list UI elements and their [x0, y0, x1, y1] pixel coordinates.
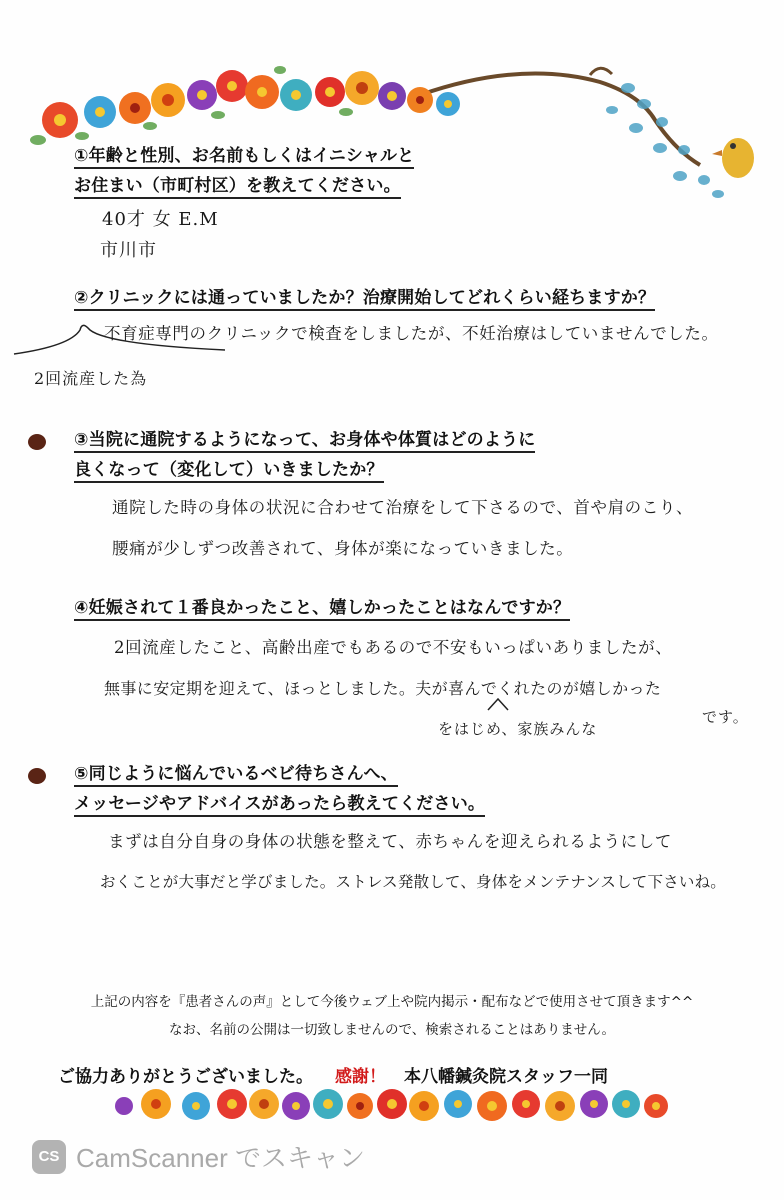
bottom-flower-garland [0, 1082, 784, 1132]
question-4 [74, 596, 570, 620]
bullet-dot [28, 434, 46, 450]
question-1 [74, 144, 414, 198]
question-3-line-1: ③当院に通院するようになって、お身体や体質はどのように [74, 430, 535, 453]
answer-2-note: 2回流産した為 [34, 369, 148, 388]
camscanner-text: CamScanner でスキャン [76, 1143, 365, 1173]
camscanner-logo-icon: CS [32, 1140, 66, 1174]
footer-notice-line-1: 上記の内容を『患者さんの声』として今後ウェブ上や院内掲示・配布などで使用させて頂きます^^ [90, 994, 694, 1010]
question-3-line-2: 良くなって（変化して）いきましたか？ [74, 460, 384, 483]
question-5 [74, 762, 485, 816]
answer-4-end: です。 [702, 708, 749, 726]
bird-icon [712, 138, 754, 178]
footer-notice-line-2: なお、名前の公開は一切致しませんので、検索されることはありません。 [168, 1022, 616, 1038]
insertion-caret [486, 696, 510, 712]
question-2-text: ②クリニックには通っていましたか？治療開始してどれくらい経ちますか？ [74, 288, 655, 311]
question-4-text: ④妊娠されて１番良かったこと、嬉しかったことはなんですか？ [74, 598, 570, 621]
question-5-line-1: ⑤同じように悩んでいるベビ待ちさんへ、 [74, 764, 398, 787]
question-1-line-2: お住まい（市町村区）を教えてください。 [74, 176, 401, 199]
question-2 [74, 286, 655, 310]
staff-signature: 本八幡鍼灸院スタッフ一同 [404, 1067, 608, 1087]
camscanner-watermark [32, 1138, 365, 1175]
kansha-text: 感謝！ [335, 1067, 386, 1087]
answer-4-insert: をはじめ、家族みんな [438, 720, 598, 738]
answer-1-line-2: 市川市 [100, 240, 157, 261]
bullet-dot [28, 768, 46, 784]
answer-2-line-1: 不育症専門のクリニックで検査をしましたが、不妊治療はしていませんでした。 [104, 324, 719, 343]
answer-3-line-2: 腰痛が少しずつ改善されて、身体が楽になっていきました。 [112, 539, 574, 558]
answer-1-line-1: 40才 女 E.M [102, 209, 219, 230]
answer-4-line-2: 無事に安定期を迎えて、ほっとしました。夫が喜んでくれたのが嬉しかった [104, 679, 662, 698]
question-3 [74, 428, 535, 482]
answer-5-line-2: おくことが大事だと学びました。ストレス発散して、身体をメンテナンスして下さいね。 [100, 873, 726, 891]
answer-3-line-1: 通院した時の身体の状況に合わせて治療をして下さるので、首や肩のこり、 [112, 498, 694, 517]
answer-5-line-1: まずは自分自身の身体の状態を整えて、赤ちゃんを迎えられるようにして [108, 832, 672, 851]
answer-4-line-1: 2回流産したこと、高齢出産でもあるので不安もいっぱいありましたが、 [114, 638, 673, 657]
thanks-text: ご協力ありがとうございました。 [58, 1067, 313, 1087]
question-1-line-1: ①年齢と性別、お名前もしくはイニシャルと [74, 146, 414, 169]
question-5-line-2: メッセージやアドバイスがあったら教えてください。 [74, 794, 485, 817]
